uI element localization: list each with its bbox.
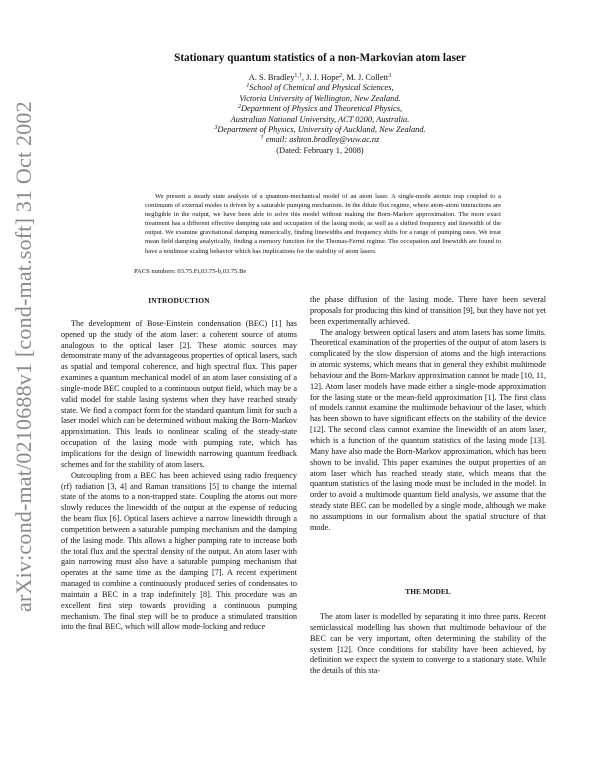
right-column [310,295,546,534]
author-block [60,73,580,156]
model-heading: THE MODEL [405,587,451,596]
introduction-heading: INTRODUCTION [148,296,210,305]
affiliation-line [60,125,580,135]
body-paragraph: The atom laser is modelled by separating it into three parts. Recent semiclassical modelling has shown that multimode behaviour of the BEC can be very important, often determining the stability of the system [12]. Once conditions for stability have been achieved, by definition we expect the system to converge to a stationary state. While the details of this sta- [310,612,546,676]
body-paragraph: The development of Bose-Einstein condensation (BEC) [1] has opened up the study of the atom laser: a coherent source of atoms analogous to the optical laser [2]. These atomic sources may demonstrate many of the advantageous properties of optical lasers, such as spatial and temporal coherence, and high spectral flux. This paper examines a quantum mechanical model of an atom laser consisting of a single-mode BEC coupled to a continuous output field, which may be a valid model for stable lasing systems when they have reached steady state. We find a compact form for the standard quantum limit for such a laser model which can be determined without making the Born-Markov approximation. This leads to nonlinear scaling of the steady-state occupation of the lasing mode with pumping rate, which has implications for the design of linewidth narrowing quantum feedback schemes and for the stability of atom lasers. [61,318,297,469]
left-column [61,296,297,633]
affiliation-text: School of Chemical and Physical Sciences, [249,83,394,93]
author-line [60,73,580,83]
affiliation-line [60,94,580,104]
affiliation-marker: † [260,135,264,142]
affiliation-line [60,83,580,93]
author-collett: , M. J. Collett [342,73,389,82]
body-paragraph: The analogy between optical lasers and atom lasers has some limits. Theoretical examination of the properties of the output of atom lasers is complicated by the slow dispersion of atoms and the high interactions in atomic systems, which means that in general they exhibit multimode behaviour and the Born-Markov approximation cannot be made [10, 11, 12]. Atom laser models have made either a single-mode approximation for the lasing state or the mean-field approximation [1]. The first class of models cannot examine the multimode behaviour of the laser, which has been shown to have significant effects on the stability of the device [12]. The second class cannot examine the linewidth of an atom laser, which is a function of the quantum statistics of the lasing mode [13]. Many have also made the Born-Markov approximation, which has been shown to be invalid. This paper examines the output properties of an atom laser which has reached steady state, which means that the quantum statistics of the lasing mode must be included in the model. In order to avoid a multimode quantum field analysis, we assume that the steady state BEC can be modelled by a single mode, although we make no assumptions in our formalism about the spatial structure of that mode. [310,327,546,532]
affiliation-text: Australian National University, ACT 0200, Australia. [230,114,410,124]
affiliation-text: Department of Physics, University of Auckland, New Zealand. [217,125,426,135]
author-hope: , J. J. Hope [301,73,340,82]
email-text: email: ashton.bradley@vuw.ac.nz [265,135,380,145]
author-bradley: A. S. Bradley [248,73,295,82]
model-section [310,612,546,677]
arxiv-identifier-stamp: arXiv:cond-mat/0210688v1 [cond-mat.soft] 31 Oct 2002 [11,101,36,612]
author-bradley-affil-marker: 1,† [294,73,302,79]
affiliation-line [60,104,580,114]
affiliation-marker: 3 [214,125,218,132]
pacs-numbers: PACS numbers: 03.75.Fi,03.75-b,03.75.Be [134,268,247,275]
affiliation-text: Victoria University of Wellington, New Zealand. [239,93,401,103]
body-paragraph: Outcoupling from a BEC has been achieved using radio frequency (rf) radiation [3, 4] and Raman transitions [5] to change the internal state of the atoms to a non-trapped state. Coupling the atoms out more slowly reduces the linewidth of the output at the expense of reducing the beam flux [6]. Optical lasers achieve a narrow linewidth through a competition between a saturable pumping mechanism and the damping of the lasing mode. This allows a higher pumping rate to increase both the total flux and the spectral density of the output. An atom laser with gain narrowing must also have a saturable pumping mechanism that operates at the same time as the damping [7]. A recent experiment managed to combine a continuously produced series of condensates to maintain a BEC in a trap indefinitely [8]. This procedure was an excellent first step towards providing a continuous pumping mechanism. The final step will be to produce a stimulated transition into the final BEC, which will allow mode-locking and reduce [61,470,297,632]
dated-line: (Dated: February 1, 2008) [276,145,364,155]
abstract: We present a steady state analysis of a quantum-mechanical model of an atom laser. A single-mode atomic trap coupled to a continuum of external modes is driven by a saturable pumping mechanism. In the dilute flux regime, where atom-atom interactions are negligible in the output, we have been able to solve this model without making the Born-Markov approximation. The more exact treatment has a different effective damping rate and occupation of the lasing mode, as well as a shifted frequency and linewidth of the output. We examine gravitational damping numerically, finding linewidths and frequency shifts for a range of pumping rates. We treat mean field damping analytically, finding a memory function for the Thomas-Fermi regime. The occupation and linewidth are found to have a nonlinear scaling behavior which has implications for the stability of atom lasers. [145,193,501,255]
affiliation-line [60,115,580,125]
affiliation-marker: 2 [237,104,241,111]
body-paragraph: the phase diffusion of the lasing mode. There have been several proposals for producing this kind of transition [9], but they have not yet been experimentally achieved. [310,295,546,326]
email-line [60,135,580,145]
author-hope-affil-marker: 2 [339,73,343,79]
affiliation-text: Department of Physics and Theoretical Physics, [240,104,403,114]
paper-title: Stationary quantum statistics of a non-Markovian atom laser [174,52,466,64]
author-collett-affil-marker: 3 [388,73,392,79]
affiliation-marker: 1 [246,83,250,90]
